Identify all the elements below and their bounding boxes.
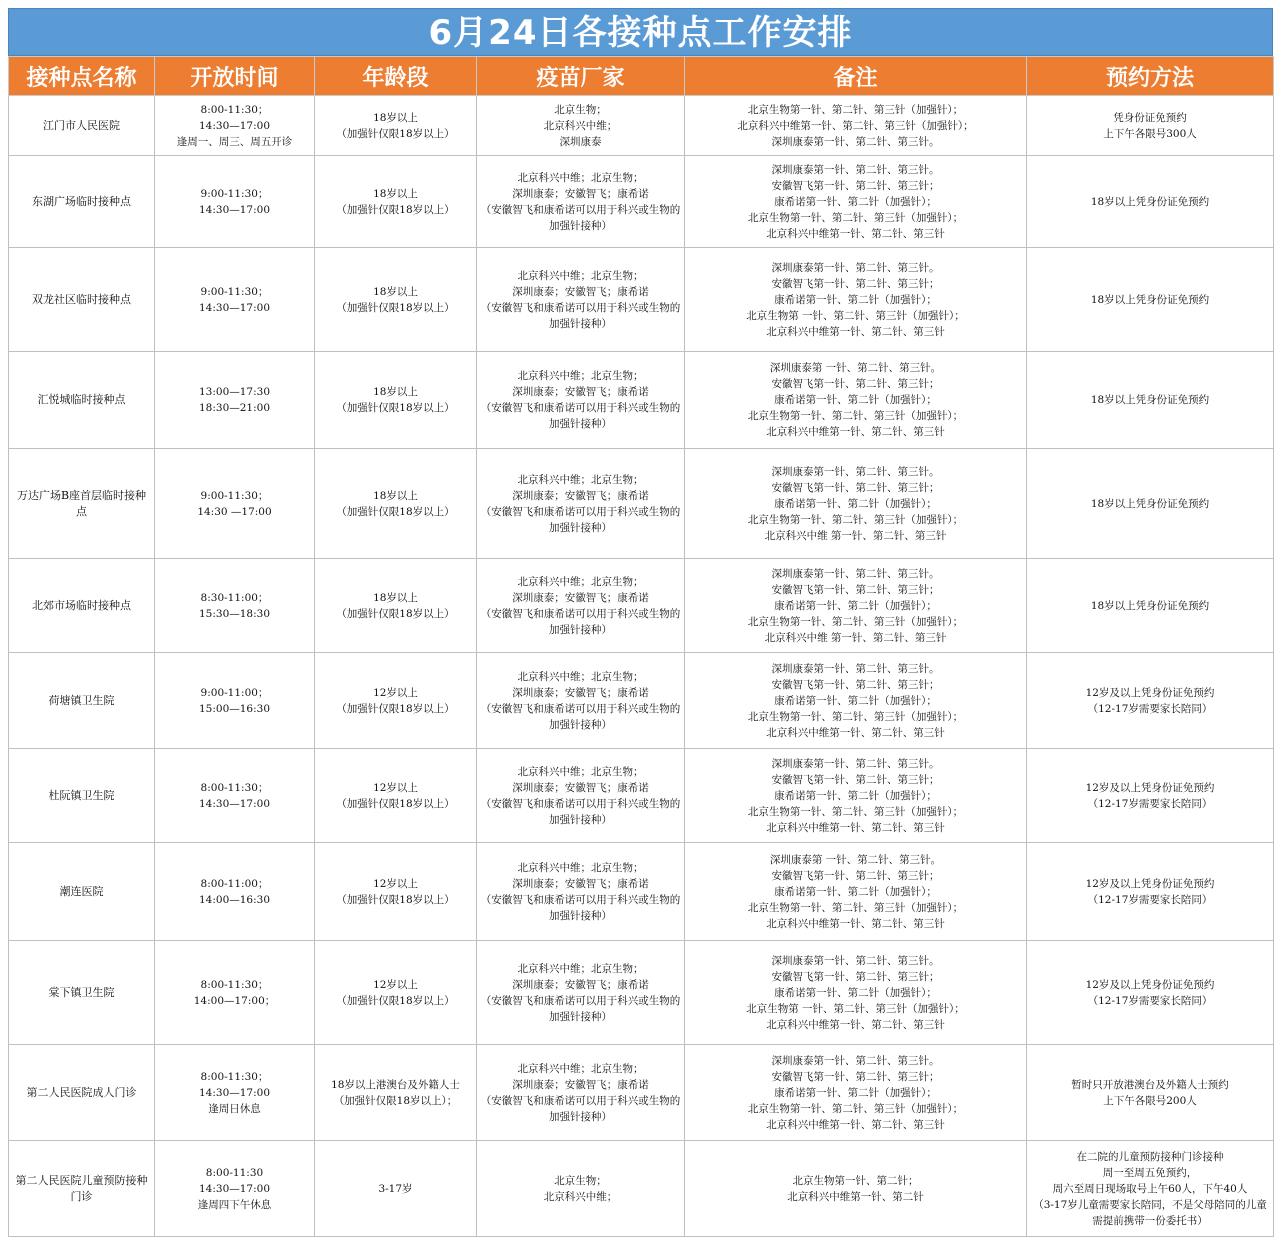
- notes-cell: 深圳康泰第一针、第二针、第三针。 安徽智飞第一针、第二针、第三针； 康希诺第一针、第二针（加强针）； 北京生物第一针、第二针、第三针（加强针）； 北京科兴中维第一针、第二针、第三针: [685, 749, 1027, 843]
- notes-cell: 深圳康泰第一针、第二针、第三针。 安徽智飞第一针、第二针、第三针； 康希诺第一针、第二针（加强针）； 北京生物第一针、第二针、第三针（加强针）； 北京科兴中维 第一针、第二针、第三针: [685, 449, 1027, 559]
- vaccine-maker-cell: 北京生物； 北京科兴中维； 深圳康泰: [477, 96, 685, 156]
- notes-cell: 北京生物第一针、第二针、第三针（加强针）； 北京科兴中维第一针、第二针、第三针（加强针）； 深圳康泰第一针、第二针、第三针。: [685, 96, 1027, 156]
- header-notes: 备注: [685, 57, 1027, 96]
- booking-method-cell: 18岁以上凭身份证免预约: [1027, 248, 1274, 352]
- vaccine-maker-cell: 北京科兴中维；北京生物； 深圳康泰；安徽智飞；康希诺 （安徽智飞和康希诺可以用于科兴或生物的加强针接种）: [477, 749, 685, 843]
- booking-method-cell: 12岁及以上凭身份证免预约 （12-17岁需要家长陪同）: [1027, 653, 1274, 749]
- site-name-cell: 杜阮镇卫生院: [9, 749, 155, 843]
- booking-method-cell: 在二院的儿童预防接种门诊接种 周一至周五免预约， 周六至周日现场取号上午60人，下午40人 （3-17岁儿童需要家长陪同，不是父母陪同的儿童需提前携带一份委托书）: [1027, 1141, 1274, 1237]
- table-row: [9, 941, 1274, 1045]
- vaccine-maker-cell: 北京生物； 北京科兴中维；: [477, 1141, 685, 1237]
- notes-cell: 深圳康泰第一针、第二针、第三针。 安徽智飞第一针、第二针、第三针； 康希诺第一针、第二针（加强针）； 北京生物第 一针、第二针、第三针（加强针）； 北京科兴中维第一针、第二针、第三针: [685, 248, 1027, 352]
- open-hours-cell: 9:00-11:30； 14:30 —17:00: [155, 449, 315, 559]
- table-row: [9, 156, 1274, 248]
- booking-method-cell: 18岁以上凭身份证免预约: [1027, 156, 1274, 248]
- age-group-cell: 18岁以上 （加强针仅限18岁以上）: [315, 156, 477, 248]
- table-row: [9, 749, 1274, 843]
- table-row: [9, 1141, 1274, 1237]
- age-group-cell: 12岁以上 （加强针仅限18岁以上）: [315, 941, 477, 1045]
- site-name-cell: 第二人民医院成人门诊: [9, 1045, 155, 1141]
- vaccine-maker-cell: 北京科兴中维；北京生物； 深圳康泰；安徽智飞；康希诺 （安徽智飞和康希诺可以用于科兴或生物的加强针接种）: [477, 941, 685, 1045]
- open-hours-cell: 8:00-11:30； 14:30—17:00 逢周一、周三、周五开诊: [155, 96, 315, 156]
- notes-cell: 深圳康泰第 一针、第二针、第三针。 安徽智飞第一针、第二针、第三针； 康希诺第一针、第二针（加强针）； 北京生物第一针、第二针、第三针（加强针）； 北京科兴中维第一针、第二针、第三针: [685, 352, 1027, 449]
- header-vaccine-maker: 疫苗厂家: [477, 57, 685, 96]
- header-row: [9, 57, 1274, 96]
- open-hours-cell: 8:00-11:30 14:30—17:00 逢周四下午休息: [155, 1141, 315, 1237]
- notes-cell: 深圳康泰第一针、第二针、第三针。 安徽智飞第一针、第二针、第三针； 康希诺第一针、第二针（加强针）； 北京生物第 一针、第二针、第三针（加强针）； 北京科兴中维第一针、第二针、第三针: [685, 941, 1027, 1045]
- age-group-cell: 18岁以上 （加强针仅限18岁以上）: [315, 449, 477, 559]
- open-hours-cell: 9:00-11:00； 15:00—16:30: [155, 653, 315, 749]
- header-open-hours: 开放时间: [155, 57, 315, 96]
- vaccine-maker-cell: 北京科兴中维；北京生物； 深圳康泰；安徽智飞；康希诺 （安徽智飞和康希诺可以用于科兴或生物的加强针接种）: [477, 449, 685, 559]
- vaccine-maker-cell: 北京科兴中维；北京生物； 深圳康泰；安徽智飞；康希诺 （安徽智飞和康希诺可以用于科兴或生物的加强针接种）: [477, 156, 685, 248]
- vaccine-maker-cell: 北京科兴中维；北京生物； 深圳康泰；安徽智飞；康希诺 （安徽智飞和康希诺可以用于科兴或生物的加强针接种）: [477, 559, 685, 653]
- notes-cell: 深圳康泰第一针、第二针、第三针。 安徽智飞第一针、第二针、第三针； 康希诺第一针、第二针（加强针）； 北京生物第一针、第二针、第三针（加强针）； 北京科兴中维 第一针、第二针、第三针: [685, 559, 1027, 653]
- vaccine-maker-cell: 北京科兴中维；北京生物； 深圳康泰；安徽智飞；康希诺 （安徽智飞和康希诺可以用于科兴或生物的加强针接种）: [477, 653, 685, 749]
- site-name-cell: 第二人民医院儿童预防接种门诊: [9, 1141, 155, 1237]
- age-group-cell: 18岁以上 （加强针仅限18岁以上）: [315, 559, 477, 653]
- open-hours-cell: 9:00-11:30； 14:30—17:00: [155, 248, 315, 352]
- table-row: [9, 96, 1274, 156]
- notes-cell: 深圳康泰第一针、第二针、第三针。 安徽智飞第一针、第二针、第三针； 康希诺第一针、第二针（加强针）； 北京生物第一针、第二针、第三针（加强针）； 北京科兴中维第一针、第二针、第三针: [685, 1045, 1027, 1141]
- booking-method-cell: 12岁及以上凭身份证免预约 （12-17岁需要家长陪同）: [1027, 749, 1274, 843]
- table-row: [9, 352, 1274, 449]
- table-row: [9, 1045, 1274, 1141]
- site-name-cell: 荷塘镇卫生院: [9, 653, 155, 749]
- booking-method-cell: 12岁及以上凭身份证免预约 （12-17岁需要家长陪同）: [1027, 941, 1274, 1045]
- vaccine-maker-cell: 北京科兴中维；北京生物； 深圳康泰；安徽智飞；康希诺 （安徽智飞和康希诺可以用于科兴或生物的加强针接种）: [477, 1045, 685, 1141]
- vaccine-maker-cell: 北京科兴中维；北京生物； 深圳康泰；安徽智飞；康希诺 （安徽智飞和康希诺可以用于科兴或生物的加强针接种）: [477, 352, 685, 449]
- booking-method-cell: 12岁及以上凭身份证免预约 （12-17岁需要家长陪同）: [1027, 843, 1274, 941]
- open-hours-cell: 8:00-11:00； 14:00—16:30: [155, 843, 315, 941]
- open-hours-cell: 8:00-11:30； 14:00—17:00；: [155, 941, 315, 1045]
- open-hours-cell: 9:00-11:30； 14:30—17:00: [155, 156, 315, 248]
- schedule-table: [8, 56, 1274, 1237]
- site-name-cell: 双龙社区临时接种点: [9, 248, 155, 352]
- open-hours-cell: 13:00—17:30 18:30—21:00: [155, 352, 315, 449]
- booking-method-cell: 18岁以上凭身份证免预约: [1027, 559, 1274, 653]
- site-name-cell: 棠下镇卫生院: [9, 941, 155, 1045]
- table-row: [9, 449, 1274, 559]
- age-group-cell: 18岁以上 （加强针仅限18岁以上）: [315, 352, 477, 449]
- open-hours-cell: 8:00-11:30； 14:30—17:00: [155, 749, 315, 843]
- age-group-cell: 12岁以上 （加强针仅限18岁以上）: [315, 653, 477, 749]
- header-site-name: 接种点名称: [9, 57, 155, 96]
- site-name-cell: 江门市人民医院: [9, 96, 155, 156]
- table-row: [9, 843, 1274, 941]
- table-row: [9, 653, 1274, 749]
- age-group-cell: 18岁以上 （加强针仅限18岁以上）: [315, 248, 477, 352]
- open-hours-cell: 8:30-11:00； 15:30—18:30: [155, 559, 315, 653]
- notes-cell: 深圳康泰第 一针、第二针、第三针。 安徽智飞第一针、第二针、第三针； 康希诺第一针、第二针（加强针）； 北京生物第一针、第二针、第三针（加强针）； 北京科兴中维第一针、第二针、第三针: [685, 843, 1027, 941]
- header-age-group: 年龄段: [315, 57, 477, 96]
- age-group-cell: 12岁以上 （加强针仅限18岁以上）: [315, 843, 477, 941]
- vaccine-maker-cell: 北京科兴中维；北京生物； 深圳康泰；安徽智飞；康希诺 （安徽智飞和康希诺可以用于科兴或生物的加强针接种）: [477, 843, 685, 941]
- age-group-cell: 18岁以上港澳台及外籍人士 （加强针仅限18岁以上）；: [315, 1045, 477, 1141]
- booking-method-cell: 暂时只开放港澳台及外籍人士预约 上下午各限号200人: [1027, 1045, 1274, 1141]
- schedule-sheet: [8, 8, 1273, 1237]
- site-name-cell: 万达广场B座首层临时接种点: [9, 449, 155, 559]
- booking-method-cell: 凭身份证免预约 上下午各限号300人: [1027, 96, 1274, 156]
- age-group-cell: 12岁以上 （加强针仅限18岁以上）: [315, 749, 477, 843]
- site-name-cell: 北郊市场临时接种点: [9, 559, 155, 653]
- open-hours-cell: 8:00-11:30； 14:30—17:00 逢周日休息: [155, 1045, 315, 1141]
- notes-cell: 深圳康泰第一针、第二针、第三针。 安徽智飞第一针、第二针、第三针； 康希诺第一针、第二针（加强针）； 北京生物第一针、第二针、第三针（加强针）； 北京科兴中维第一针、第二针、第三针: [685, 156, 1027, 248]
- table-row: [9, 248, 1274, 352]
- table-row: [9, 559, 1274, 653]
- site-name-cell: 潮连医院: [9, 843, 155, 941]
- header-booking-method: 预约方法: [1027, 57, 1274, 96]
- notes-cell: 北京生物第一针、第二针； 北京科兴中维第一针、第二针: [685, 1141, 1027, 1237]
- site-name-cell: 汇悦城临时接种点: [9, 352, 155, 449]
- notes-cell: 深圳康泰第一针、第二针、第三针。 安徽智飞第一针、第二针、第三针； 康希诺第一针、第二针（加强针）； 北京生物第一针、第二针、第三针（加强针）； 北京科兴中维第一针、第二针、第三针: [685, 653, 1027, 749]
- site-name-cell: 东湖广场临时接种点: [9, 156, 155, 248]
- page-title: 6月24日各接种点工作安排: [8, 8, 1273, 56]
- age-group-cell: 18岁以上 （加强针仅限18岁以上）: [315, 96, 477, 156]
- age-group-cell: 3-17岁: [315, 1141, 477, 1237]
- vaccine-maker-cell: 北京科兴中维；北京生物； 深圳康泰；安徽智飞；康希诺 （安徽智飞和康希诺可以用于科兴或生物的加强针接种）: [477, 248, 685, 352]
- booking-method-cell: 18岁以上凭身份证免预约: [1027, 449, 1274, 559]
- booking-method-cell: 18岁以上凭身份证免预约: [1027, 352, 1274, 449]
